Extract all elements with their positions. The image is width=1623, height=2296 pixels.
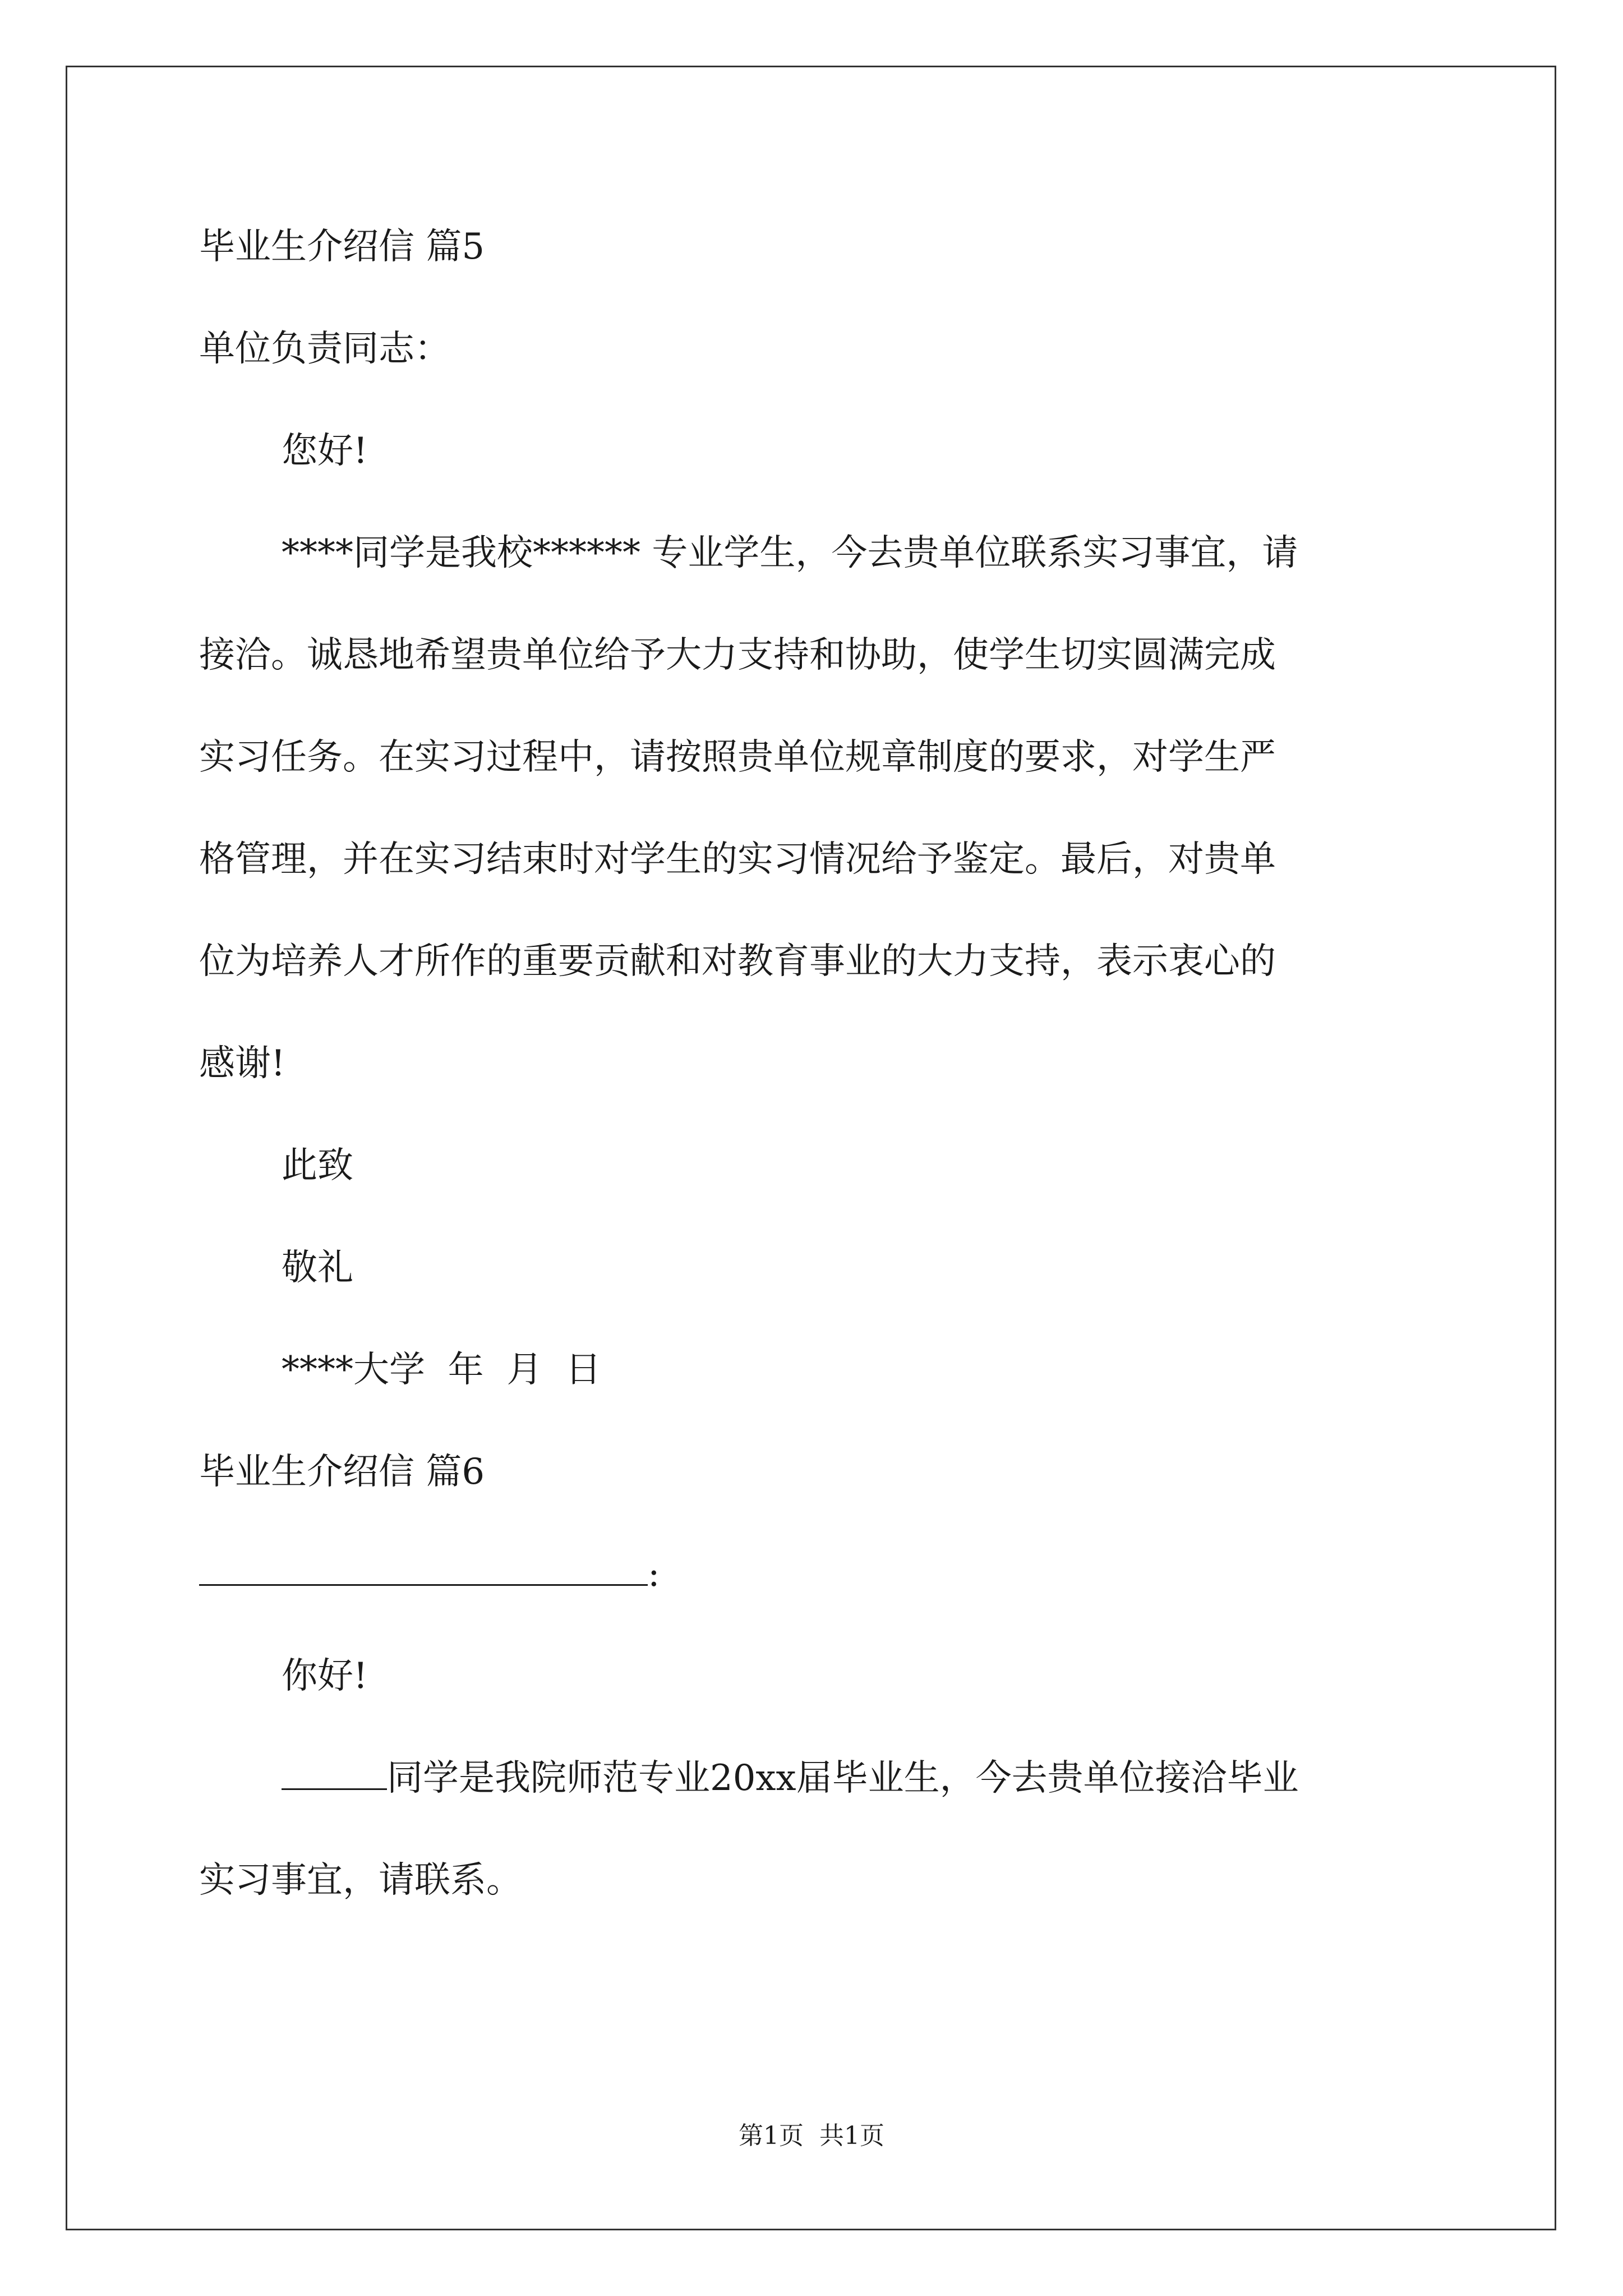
- section-5-body-line-4: 格管理，并在实习结束时对学生的实习情况给予鉴定。最后，对贵单: [199, 839, 1276, 880]
- student-name-blank: [282, 1759, 387, 1790]
- section-6-heading: 毕业生介绍信 篇6: [199, 1451, 485, 1493]
- section-6-greeting: 你好!: [282, 1655, 368, 1697]
- section-5-closing-2: 敬礼: [282, 1247, 353, 1289]
- section-5-body-line-1: ****同学是我校****** 专业学生，今去贵单位联系实习事宜，请: [282, 532, 1298, 574]
- section-5-closing-1: 此致: [282, 1145, 353, 1186]
- section-6-body-text: 同学是我院师范专业20xx届毕业生，今去贵单位接洽毕业: [387, 1757, 1299, 1799]
- page-footer: [0, 2119, 1623, 2153]
- section-5-salutation: 单位负责同志：: [199, 328, 450, 370]
- section-5-signature: ****大学 年 月 日: [282, 1349, 602, 1391]
- page-total: 共1页: [819, 2122, 884, 2150]
- section-5-body-line-3: 实习任务。在实习过程中，请按照贵单位规章制度的要求，对学生严: [199, 737, 1276, 778]
- page-number: 第1页: [739, 2122, 804, 2150]
- section-6-body-line-1: [282, 1753, 1299, 1803]
- section-6-salutation: [199, 1549, 660, 1599]
- section-5-body-line-2: 接洽。诚恳地希望贵单位给予大力支持和协助，使学生切实圆满完成: [199, 634, 1276, 676]
- section-5-body-line-5: 位为培养人才所作的重要贡献和对教育事业的大力支持，表示衷心的: [199, 941, 1276, 982]
- section-5-heading: 毕业生介绍信 篇5: [199, 226, 485, 268]
- recipient-blank-line: [199, 1555, 648, 1586]
- section-6-body-line-2: 实习事宜，请联系。: [199, 1860, 522, 1901]
- section-5-body-line-6: 感谢!: [199, 1043, 285, 1084]
- salutation-colon: :: [648, 1553, 660, 1595]
- section-5-greeting: 您好!: [282, 430, 368, 472]
